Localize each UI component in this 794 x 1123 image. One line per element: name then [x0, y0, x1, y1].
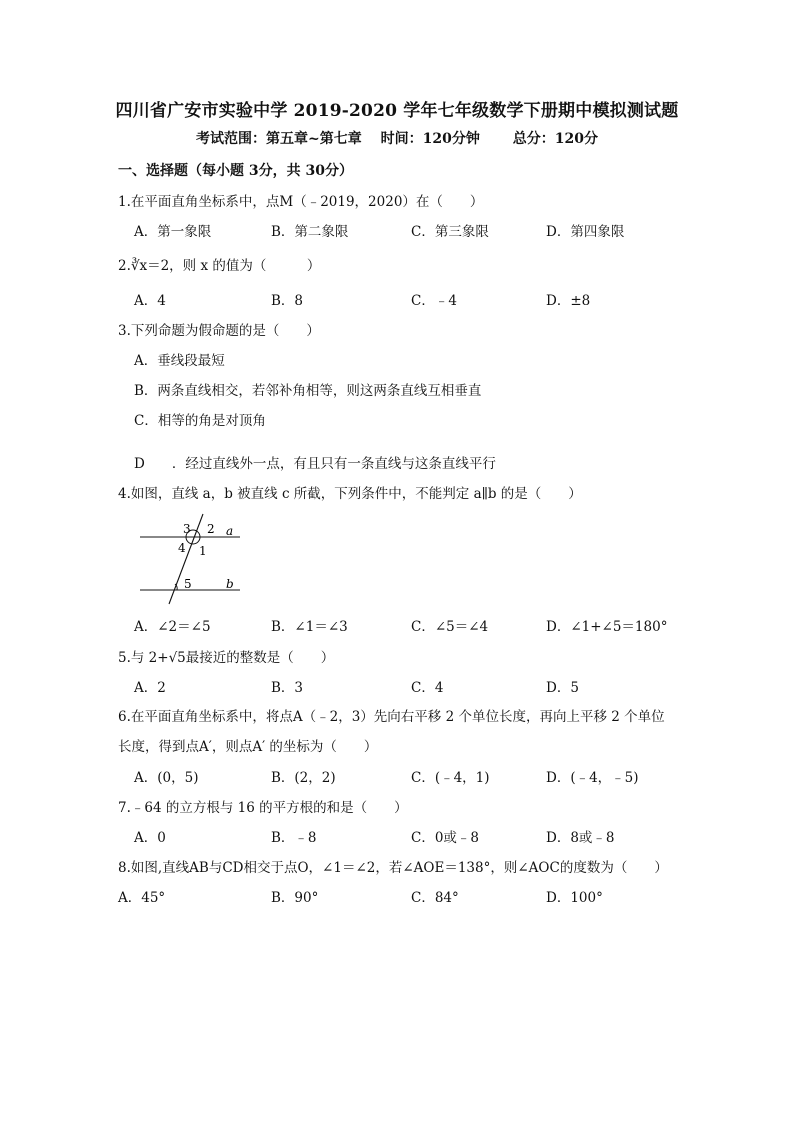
q7-option-d: D．8或﹣8	[546, 830, 615, 846]
q6-option-a: A．(0，5)	[134, 770, 199, 786]
q5-option-d: D．5	[546, 680, 579, 696]
label-2: 2	[207, 522, 215, 536]
q8-option-d: D．100°	[546, 890, 603, 906]
q1-option-d: D．第四象限	[546, 224, 625, 240]
question-1-stem: 1.在平面直角坐标系中，点M（﹣2019，2020）在（ ）	[118, 194, 484, 210]
q6-option-c: C．(﹣4，1)	[411, 770, 490, 786]
question-6-stem-cont: 长度，得到点A′，则点A′ 的坐标为（ ）	[118, 739, 378, 755]
q4-option-a: A．∠2＝∠5	[134, 619, 211, 635]
q5-option-b: B．3	[271, 680, 304, 696]
label-3: 3	[183, 522, 191, 536]
question-5-stem: 5.与 2+√5最接近的整数是（ ）	[118, 650, 335, 666]
q7-option-c: C．0或﹣8	[411, 830, 480, 846]
q8-option-a: A．45°	[118, 890, 166, 906]
q6-option-b: B．(2，2)	[271, 770, 336, 786]
q3-option-b: B．两条直线相交，若邻补角相等，则这两条直线互相垂直	[134, 383, 482, 399]
label-1: 1	[199, 544, 207, 558]
exam-info: 考试范围：第五章~第七章 时间：120分钟 总分：120分	[196, 131, 598, 147]
q2-option-b: B．8	[271, 293, 304, 309]
q3-option-a: A．垂线段最短	[134, 353, 225, 369]
q2-option-c: C．﹣4	[411, 293, 457, 309]
parallel-lines-figure	[136, 512, 256, 608]
question-8-stem: 8.如图,直线AB与CD相交于点O，∠1＝∠2，若∠AOE＝138°，则∠AOC的度数为（ ）	[118, 860, 668, 876]
page-title: 四川省广安市实验中学 2019-2020 学年七年级数学下册期中模拟测试题	[115, 101, 679, 121]
q5-option-c: C．4	[411, 680, 444, 696]
q3-option-d: D ．经过直线外一点，有且只有一条直线与这条直线平行	[134, 456, 496, 472]
label-b: b	[226, 577, 234, 591]
question-4-stem: 4.如图，直线 a，b 被直线 c 所截，下列条件中，不能判定 a∥b 的是（ ）	[118, 486, 582, 502]
q4-option-b: B．∠1＝∠3	[271, 619, 348, 635]
section-heading: 一、选择题（每小题 3分，共 30分）	[118, 163, 353, 179]
label-5: 5	[184, 577, 192, 591]
q1-option-b: B．第二象限	[271, 224, 349, 240]
question-2-stem: 2.∛x＝2，则 x 的值为（ ）	[118, 258, 321, 274]
question-6-stem: 6.在平面直角坐标系中，将点A（﹣2，3）先向右平移 2 个单位长度，再向上平移 2 个单位	[118, 709, 665, 725]
q6-option-d: D．(﹣4，﹣5)	[546, 770, 639, 786]
question-3-stem: 3.下列命题为假命题的是（ ）	[118, 323, 320, 339]
q3-option-c: C．相等的角是对顶角	[134, 413, 266, 429]
q4-option-d: D．∠1+∠5＝180°	[546, 619, 668, 635]
q1-option-c: C．第三象限	[411, 224, 489, 240]
label-4: 4	[178, 541, 186, 555]
question-7-stem: 7.﹣64 的立方根与 16 的平方根的和是（ ）	[118, 800, 408, 816]
q2-option-d: D．±8	[546, 293, 591, 309]
q7-option-a: A．0	[134, 830, 166, 846]
label-a: a	[226, 524, 234, 538]
q4-option-c: C．∠5＝∠4	[411, 619, 489, 635]
q8-option-b: B．90°	[271, 890, 319, 906]
q8-option-c: C．84°	[411, 890, 459, 906]
q7-option-b: B．﹣8	[271, 830, 317, 846]
q1-option-a: A．第一象限	[134, 224, 212, 240]
q5-option-a: A．2	[134, 680, 166, 696]
q2-option-a: A．4	[134, 293, 166, 309]
